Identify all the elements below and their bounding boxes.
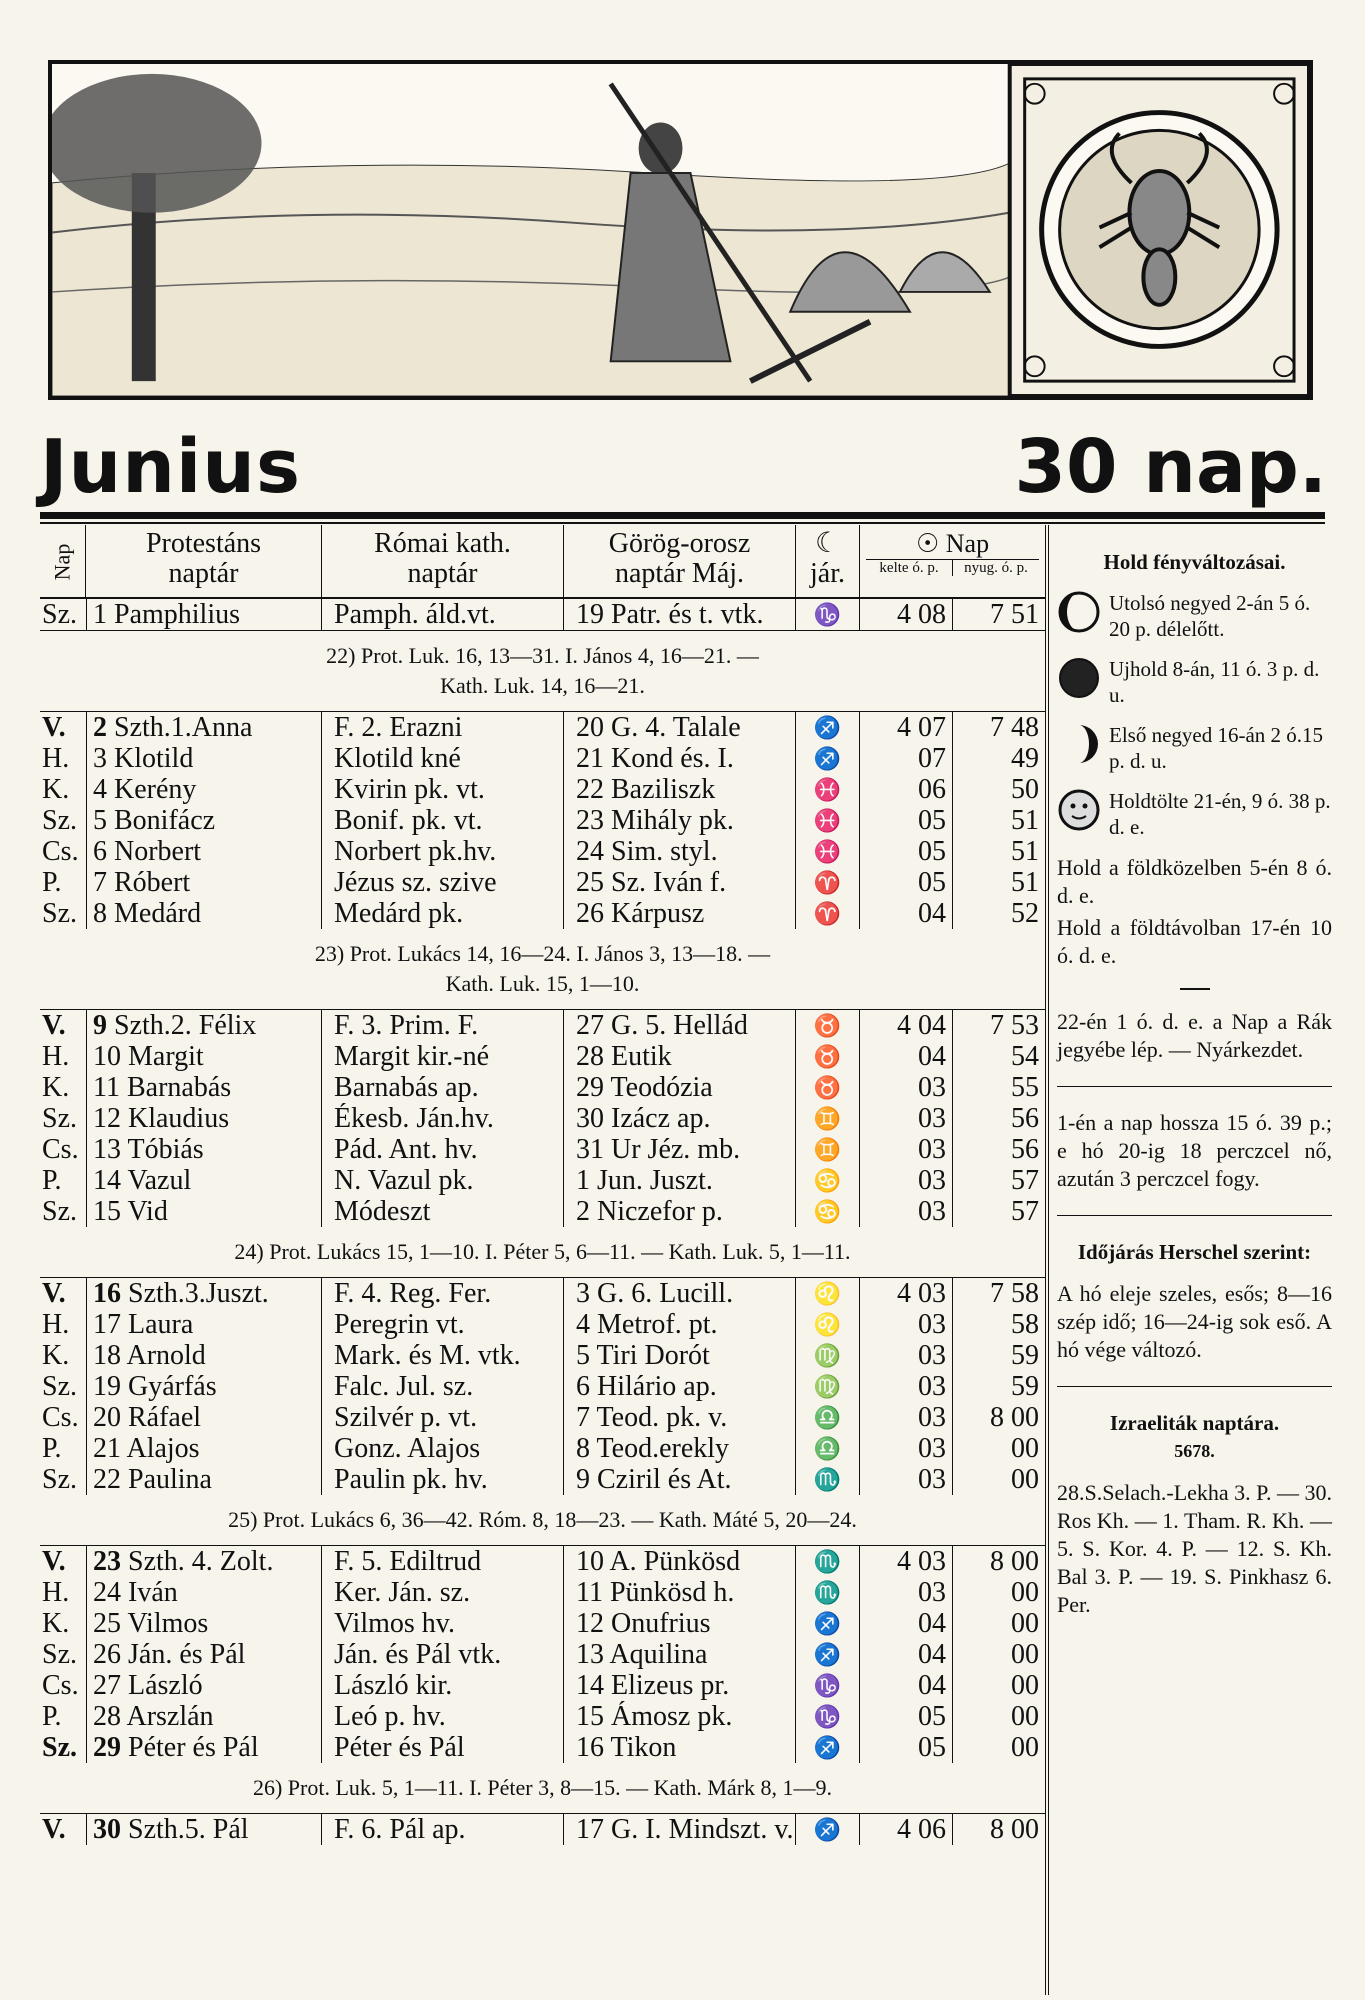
sun-times: 04 52 — [860, 898, 1045, 929]
zodiac-icon: ♌ — [796, 1309, 860, 1340]
day-abbrev: H. — [42, 1309, 70, 1340]
calendar-table — [40, 525, 1045, 1845]
catholic-name: Leó p. hv. — [322, 1701, 564, 1732]
orthodox-name: 25 Sz. Iván f. — [564, 867, 796, 898]
orthodox-name: 11 Pünkösd h. — [564, 1577, 796, 1608]
day-length-note: 1-én a nap hossza 15 ó. 39 p.; e hó 20-ig 18 perczcel nő, azután 3 perczcel fogy. — [1057, 1110, 1332, 1191]
protestant-name: 2 Szth.1.Anna — [86, 712, 322, 743]
col-day: Nap — [40, 525, 86, 597]
table-row — [40, 1309, 1045, 1340]
protestant-name: 18 Arnold — [86, 1340, 322, 1371]
apogee: Hold a földtávolban 17-én 10 ó. d. e. — [1057, 915, 1332, 968]
table-row — [40, 774, 1045, 805]
zodiac-icon: ♊ — [796, 1134, 860, 1165]
table-row — [40, 1371, 1045, 1402]
day-abbrev: Sz. — [42, 898, 77, 929]
divider — [1057, 1086, 1332, 1087]
zodiac-icon: ♐ — [796, 1639, 860, 1670]
catholic-name: Norbert pk.hv. — [322, 836, 564, 867]
catholic-name: F. 6. Pál ap. — [322, 1814, 564, 1845]
protestant-name: 12 Klaudius — [86, 1103, 322, 1134]
catholic-name: F. 5. Ediltrud — [322, 1546, 564, 1577]
table-row — [40, 1814, 1045, 1845]
protestant-name: 17 Laura — [86, 1309, 322, 1340]
days-count: 30 nap. — [1014, 424, 1327, 510]
new-moon-icon — [1057, 656, 1101, 700]
perigee: Hold a földközelben 5-én 8 ó. d. e. — [1057, 855, 1332, 908]
catholic-name: Bonif. pk. vt. — [322, 805, 564, 836]
table-row — [40, 1072, 1045, 1103]
protestant-name: 30 Szth.5. Pál — [86, 1814, 322, 1845]
day-abbrev: Cs. — [42, 1670, 79, 1701]
phase-last-quarter: Utolsó negyed 2-án 5 ó. 20 p. délelőtt. — [1057, 590, 1332, 642]
day-abbrev: K. — [42, 1072, 70, 1103]
zodiac-icon: ♓ — [796, 836, 860, 867]
header-illustration — [48, 60, 1313, 400]
catholic-name: Mark. és M. vtk. — [322, 1340, 564, 1371]
gospel-reading: 26) Prot. Luk. 5, 1—11. I. Péter 3, 8—15. — Kath. Márk 8, 1—9. — [40, 1763, 1045, 1814]
protestant-name: 28 Arszlán — [86, 1701, 322, 1732]
sun-times: 03 8 00 — [860, 1402, 1045, 1433]
zodiac-icon: ♌ — [796, 1278, 860, 1309]
protestant-name: 5 Bonifácz — [86, 805, 322, 836]
zodiac-icon: ♋ — [796, 1165, 860, 1196]
sun-times: 04 00 — [860, 1670, 1045, 1701]
catholic-name: Kvirin pk. vt. — [322, 774, 564, 805]
zodiac-icon: ♊ — [796, 1103, 860, 1134]
day-abbrev: V. — [42, 1010, 66, 1041]
catholic-name: Szilvér p. vt. — [322, 1402, 564, 1433]
sun-times: 03 56 — [860, 1103, 1045, 1134]
table-row — [40, 836, 1045, 867]
protestant-name: 10 Margit — [86, 1041, 322, 1072]
col-moon: ☾ jár. — [796, 525, 860, 597]
zodiac-icon: ♐ — [796, 1732, 860, 1763]
protestant-name: 11 Barnabás — [86, 1072, 322, 1103]
orthodox-name: 15 Ámosz pk. — [564, 1701, 796, 1732]
phase-full-moon: Holdtölte 21-én, 9 ó. 38 p. d. e. — [1057, 788, 1332, 840]
protestant-name: 25 Vilmos — [86, 1608, 322, 1639]
zodiac-icon: ♏ — [796, 1577, 860, 1608]
col-catholic: Római kath. naptár — [322, 525, 564, 597]
protestant-name: 24 Iván — [86, 1577, 322, 1608]
moon-phases-title: Hold fényváltozásai. — [1103, 550, 1286, 574]
orthodox-name: 1 Jun. Juszt. — [564, 1165, 796, 1196]
sun-times: 05 51 — [860, 805, 1045, 836]
catholic-name: Peregrin vt. — [322, 1309, 564, 1340]
table-row — [40, 1701, 1045, 1732]
catholic-name: Péter és Pál — [322, 1732, 564, 1763]
sun-times: 05 00 — [860, 1732, 1045, 1763]
orthodox-name: 29 Teodózia — [564, 1072, 796, 1103]
table-row — [40, 1010, 1045, 1041]
protestant-name: 9 Szth.2. Félix — [86, 1010, 322, 1041]
sun-times: 04 54 — [860, 1041, 1045, 1072]
protestant-name: 7 Róbert — [86, 867, 322, 898]
catholic-name: Gonz. Alajos — [322, 1433, 564, 1464]
col-sun: ☉ Nap kelte ó. p. nyug. ó. p. — [860, 525, 1045, 597]
catholic-name: Margit kir.-né — [322, 1041, 564, 1072]
divider — [1180, 988, 1210, 990]
catholic-name: Barnabás ap. — [322, 1072, 564, 1103]
first-quarter-icon — [1057, 722, 1101, 766]
orthodox-name: 5 Tiri Dorót — [564, 1340, 796, 1371]
table-row — [40, 1041, 1045, 1072]
zodiac-icon: ♉ — [796, 1072, 860, 1103]
weeks — [40, 631, 1045, 1845]
day-abbrev: P. — [42, 1701, 62, 1732]
table-row — [40, 1732, 1045, 1763]
day-abbrev: K. — [42, 774, 70, 805]
zodiac-icon: ♐ — [796, 1608, 860, 1639]
zodiac-icon: ♈ — [796, 867, 860, 898]
orthodox-name: 3 G. 6. Lucill. — [564, 1278, 796, 1309]
protestant-name: 16 Szth.3.Juszt. — [86, 1278, 322, 1309]
sun-times: 4 03 8 00 — [860, 1546, 1045, 1577]
col-orthodox: Görög-orosz naptár Máj. — [564, 525, 796, 597]
weather-note: A hó eleje szeles, esős; 8—16 szép idő; 16—24-ig sok eső. A hó vége változó. — [1057, 1281, 1332, 1362]
zodiac-icon: ♎ — [796, 1402, 860, 1433]
orthodox-name: 30 Izácz ap. — [564, 1103, 796, 1134]
day-abbrev: Sz. — [42, 805, 77, 836]
orthodox-name: 24 Sim. styl. — [564, 836, 796, 867]
day-abbrev: P. — [42, 867, 62, 898]
table-row — [40, 1134, 1045, 1165]
sun-times: 05 00 — [860, 1701, 1045, 1732]
orthodox-name: 27 G. 5. Hellád — [564, 1010, 796, 1041]
day-abbrev: K. — [42, 1340, 70, 1371]
orthodox-name: 4 Metrof. pt. — [564, 1309, 796, 1340]
table-row — [40, 1577, 1045, 1608]
sun-times: 03 59 — [860, 1340, 1045, 1371]
orthodox-name: 22 Baziliszk — [564, 774, 796, 805]
protestant-name: 23 Szth. 4. Zolt. — [86, 1546, 322, 1577]
protestant-name: 27 László — [86, 1670, 322, 1701]
table-row — [40, 1639, 1045, 1670]
orthodox-name: 14 Elizeus pr. — [564, 1670, 796, 1701]
sun-times: 4 06 8 00 — [860, 1814, 1045, 1845]
sun-times: 04 00 — [860, 1608, 1045, 1639]
jewish-year: 5678. — [1174, 1441, 1215, 1461]
catholic-name: F. 4. Reg. Fer. — [322, 1278, 564, 1309]
day-abbrev: Sz. — [42, 1196, 77, 1227]
protestant-name: 4 Kerény — [86, 774, 322, 805]
protestant-name: 19 Gyárfás — [86, 1371, 322, 1402]
catholic-name: Falc. Jul. sz. — [322, 1371, 564, 1402]
day-abbrev: H. — [42, 1041, 70, 1072]
catholic-name: Ker. Ján. sz. — [322, 1577, 564, 1608]
zodiac-icon: ♐ — [796, 1814, 860, 1845]
protestant-name: 26 Ján. és Pál — [86, 1639, 322, 1670]
weather-title: Időjárás Herschel szerint: — [1077, 1240, 1312, 1264]
zodiac-icon: ♑ — [796, 599, 860, 630]
orthodox-name: 2 Niczefor p. — [564, 1196, 796, 1227]
zodiac-icon: ♋ — [796, 1196, 860, 1227]
table-header — [40, 525, 1045, 599]
zodiac-icon: ♓ — [796, 805, 860, 836]
table-row — [40, 1278, 1045, 1309]
orthodox-name: 8 Teod.erekly — [564, 1433, 796, 1464]
catholic-name: Ékesb. Ján.hv. — [322, 1103, 564, 1134]
zodiac-icon: ♎ — [796, 1433, 860, 1464]
jewish-calendar-title: Izraeliták naptára. — [1109, 1411, 1280, 1435]
catholic-name: F. 2. Erazni — [322, 712, 564, 743]
protestant-name: 20 Ráfael — [86, 1402, 322, 1433]
day-abbrev: H. — [42, 743, 70, 774]
sun-times: 4 07 7 48 — [860, 712, 1045, 743]
zodiac-icon: ♏ — [796, 1464, 860, 1495]
zodiac-icon: ♍ — [796, 1371, 860, 1402]
protestant-name: 6 Norbert — [86, 836, 322, 867]
orthodox-name: 9 Cziril és At. — [564, 1464, 796, 1495]
day-abbrev: Cs. — [42, 1402, 79, 1433]
catholic-name: Módeszt — [322, 1196, 564, 1227]
protestant-name: 22 Paulina — [86, 1464, 322, 1495]
day-abbrev: Sz. — [42, 1639, 77, 1670]
protestant-name: 3 Klotild — [86, 743, 322, 774]
orthodox-name: 7 Teod. pk. v. — [564, 1402, 796, 1433]
day-abbrev: Cs. — [42, 1134, 79, 1165]
sun-times: 04 00 — [860, 1639, 1045, 1670]
divider — [40, 512, 1325, 519]
orthodox-name: 28 Eutik — [564, 1041, 796, 1072]
table-row — [40, 1608, 1045, 1639]
orthodox-name: 16 Tikon — [564, 1732, 796, 1763]
zodiac-icon: ♈ — [796, 898, 860, 929]
table-row — [40, 1464, 1045, 1495]
sun-times: 07 49 — [860, 743, 1045, 774]
zodiac-icon: ♉ — [796, 1010, 860, 1041]
phase-new-moon: Ujhold 8-án, 11 ó. 3 p. d. u. — [1057, 656, 1332, 708]
sun-times: 03 56 — [860, 1134, 1045, 1165]
orthodox-name: 31 Ur Jéz. mb. — [564, 1134, 796, 1165]
table-row — [40, 805, 1045, 836]
solstice-note: 22-én 1 ó. d. e. a Nap a Rák jegyébe lép. — Nyárkezdet. — [1057, 1009, 1332, 1062]
catholic-name: Vilmos hv. — [322, 1608, 564, 1639]
table-row: Sz. 1 Pamphilius Pamph. áld.vt. 19 Patr. és t. vtk. ♑ 4 08 7 51 — [40, 599, 1045, 631]
gospel-reading: 24) Prot. Lukács 15, 1—10. I. Péter 5, 6—11. — Kath. Luk. 5, 1—11. — [40, 1227, 1045, 1278]
catholic-name: Paulin pk. hv. — [322, 1464, 564, 1495]
last-quarter-icon — [1057, 590, 1101, 634]
jewish-calendar-text: 28.S.Selach.-Lekha 3. P. — 30. Ros Kh. — 1. Tham. R. Kh. — 5. S. Kor. 4. P. — 12. S. Kh. Bal 3. P. — 19. S. Pinkhasz 6. Per. — [1057, 1480, 1332, 1617]
table-row — [40, 1670, 1045, 1701]
sun-times: 03 00 — [860, 1464, 1045, 1495]
divider — [40, 522, 1325, 524]
sun-times: 03 00 — [860, 1577, 1045, 1608]
sun-times: 03 00 — [860, 1433, 1045, 1464]
orthodox-name: 13 Aquilina — [564, 1639, 796, 1670]
divider — [1057, 1386, 1332, 1387]
sun-times: 03 55 — [860, 1072, 1045, 1103]
sidebar — [1057, 548, 1332, 1619]
catholic-name: Klotild kné — [322, 743, 564, 774]
phase-first-quarter: Első negyed 16-án 2 ó.15 p. d. u. — [1057, 722, 1332, 774]
table-row — [40, 1546, 1045, 1577]
gospel-reading: 22) Prot. Luk. 16, 13—31. I. János 4, 16—21. — Kath. Luk. 14, 16—21. — [40, 631, 1045, 712]
day-abbrev: Sz. — [42, 1371, 77, 1402]
zodiac-icon: ♑ — [796, 1701, 860, 1732]
orthodox-name: 10 A. Pünkösd — [564, 1546, 796, 1577]
orthodox-name: 26 Kárpusz — [564, 898, 796, 929]
divider — [1057, 1215, 1332, 1216]
col-protestant: Protestáns naptár — [86, 525, 322, 597]
orthodox-name: 23 Mihály pk. — [564, 805, 796, 836]
catholic-name: Medárd pk. — [322, 898, 564, 929]
zodiac-icon: ♍ — [796, 1340, 860, 1371]
zodiac-icon: ♐ — [796, 743, 860, 774]
orthodox-name: 12 Onufrius — [564, 1608, 796, 1639]
sun-times: 03 57 — [860, 1165, 1045, 1196]
table-row — [40, 743, 1045, 774]
gospel-reading: 25) Prot. Lukács 6, 36—42. Róm. 8, 18—23. — Kath. Máté 5, 20—24. — [40, 1495, 1045, 1546]
catholic-name: Jézus sz. szive — [322, 867, 564, 898]
zodiac-icon: ♏ — [796, 1546, 860, 1577]
table-row — [40, 1103, 1045, 1134]
column-divider — [1045, 525, 1049, 1995]
zodiac-icon: ♑ — [796, 1670, 860, 1701]
day-abbrev: V. — [42, 712, 66, 743]
sun-times: 03 57 — [860, 1196, 1045, 1227]
day-abbrev: V. — [42, 1278, 66, 1309]
sun-times: 03 59 — [860, 1371, 1045, 1402]
full-moon-icon — [1057, 788, 1101, 832]
orthodox-name: 20 G. 4. Talale — [564, 712, 796, 743]
sun-times: 4 03 7 58 — [860, 1278, 1045, 1309]
sun-times: 05 51 — [860, 867, 1045, 898]
day-abbrev: V. — [42, 1814, 66, 1845]
table-row — [40, 898, 1045, 929]
protestant-name: 29 Péter és Pál — [86, 1732, 322, 1763]
zodiac-icon: ♐ — [796, 712, 860, 743]
catholic-name: Ján. és Pál vtk. — [322, 1639, 564, 1670]
catholic-name: László kir. — [322, 1670, 564, 1701]
sun-times: 4 04 7 53 — [860, 1010, 1045, 1041]
catholic-name: Pád. Ant. hv. — [322, 1134, 564, 1165]
catholic-name: N. Vazul pk. — [322, 1165, 564, 1196]
day-abbrev: K. — [42, 1608, 70, 1639]
day-abbrev: V. — [42, 1546, 66, 1577]
protestant-name: 8 Medárd — [86, 898, 322, 929]
protestant-name: 13 Tóbiás — [86, 1134, 322, 1165]
orthodox-name: 21 Kond és. I. — [564, 743, 796, 774]
table-row — [40, 1433, 1045, 1464]
day-abbrev: P. — [42, 1165, 62, 1196]
protestant-name: 14 Vazul — [86, 1165, 322, 1196]
sun-times: 05 51 — [860, 836, 1045, 867]
orthodox-name: 6 Hilário ap. — [564, 1371, 796, 1402]
table-row — [40, 1165, 1045, 1196]
sun-times: 03 58 — [860, 1309, 1045, 1340]
table-row — [40, 712, 1045, 743]
day-abbrev: Sz. — [42, 1732, 77, 1763]
zodiac-icon: ♉ — [796, 1041, 860, 1072]
sun-times: 06 50 — [860, 774, 1045, 805]
orthodox-name: 17 G. I. Mindszt. v. — [564, 1814, 796, 1845]
day-abbrev: P. — [42, 1433, 62, 1464]
zodiac-icon: ♓ — [796, 774, 860, 805]
day-abbrev: Cs. — [42, 836, 79, 867]
catholic-name: F. 3. Prim. F. — [322, 1010, 564, 1041]
day-abbrev: Sz. — [42, 1464, 77, 1495]
table-row — [40, 1340, 1045, 1371]
day-abbrev: Sz. — [42, 1103, 77, 1134]
month-title: Junius — [40, 424, 301, 510]
table-row — [40, 1402, 1045, 1433]
day-abbrev: H. — [42, 1577, 70, 1608]
gospel-reading: 23) Prot. Lukács 14, 16—24. I. János 3, 13—18. — Kath. Luk. 15, 1—10. — [40, 929, 1045, 1010]
protestant-name: 15 Vid — [86, 1196, 322, 1227]
table-row — [40, 1196, 1045, 1227]
table-row — [40, 867, 1045, 898]
protestant-name: 21 Alajos — [86, 1433, 322, 1464]
